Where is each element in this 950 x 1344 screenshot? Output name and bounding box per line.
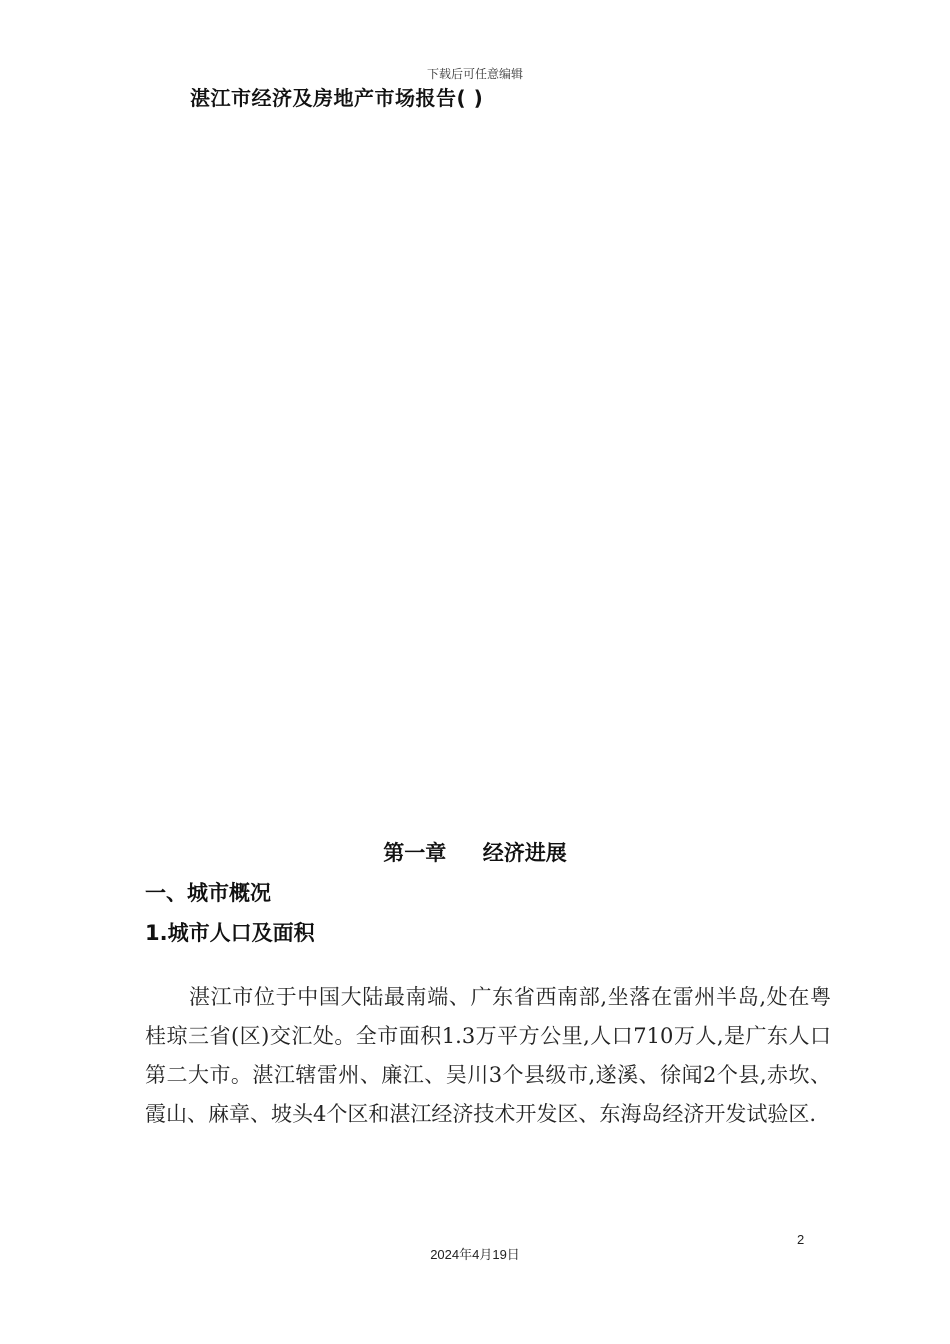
footer-date: 2024年4月19日 [430, 1247, 520, 1262]
header-note: 下载后可任意编辑 [426, 67, 523, 81]
chapter-title: 第一章 经济进展 [383, 841, 567, 865]
document-title: 湛江市经济及房地产市场报告( ) [190, 86, 484, 110]
subsection-heading: 1.城市人口及面积 [145, 921, 315, 945]
section-heading: 一、城市概况 [145, 881, 271, 905]
body-paragraph: 湛江市位于中国大陆最南端、广东省西南部,坐落在雷州半岛,处在粤桂琼三省(区)交汇处。全市面积1.3万平方公里,人口710万人,是广东人口第二大市。湛江辖雷州、廉江、吴川3个县级市,遂溪、徐闻2个县,赤坎、霞山、麻章、坡头4个区和湛江经济技术开发区、东海岛经济开发试验区. [145, 985, 831, 1126]
page-number: 2 [797, 1232, 805, 1247]
